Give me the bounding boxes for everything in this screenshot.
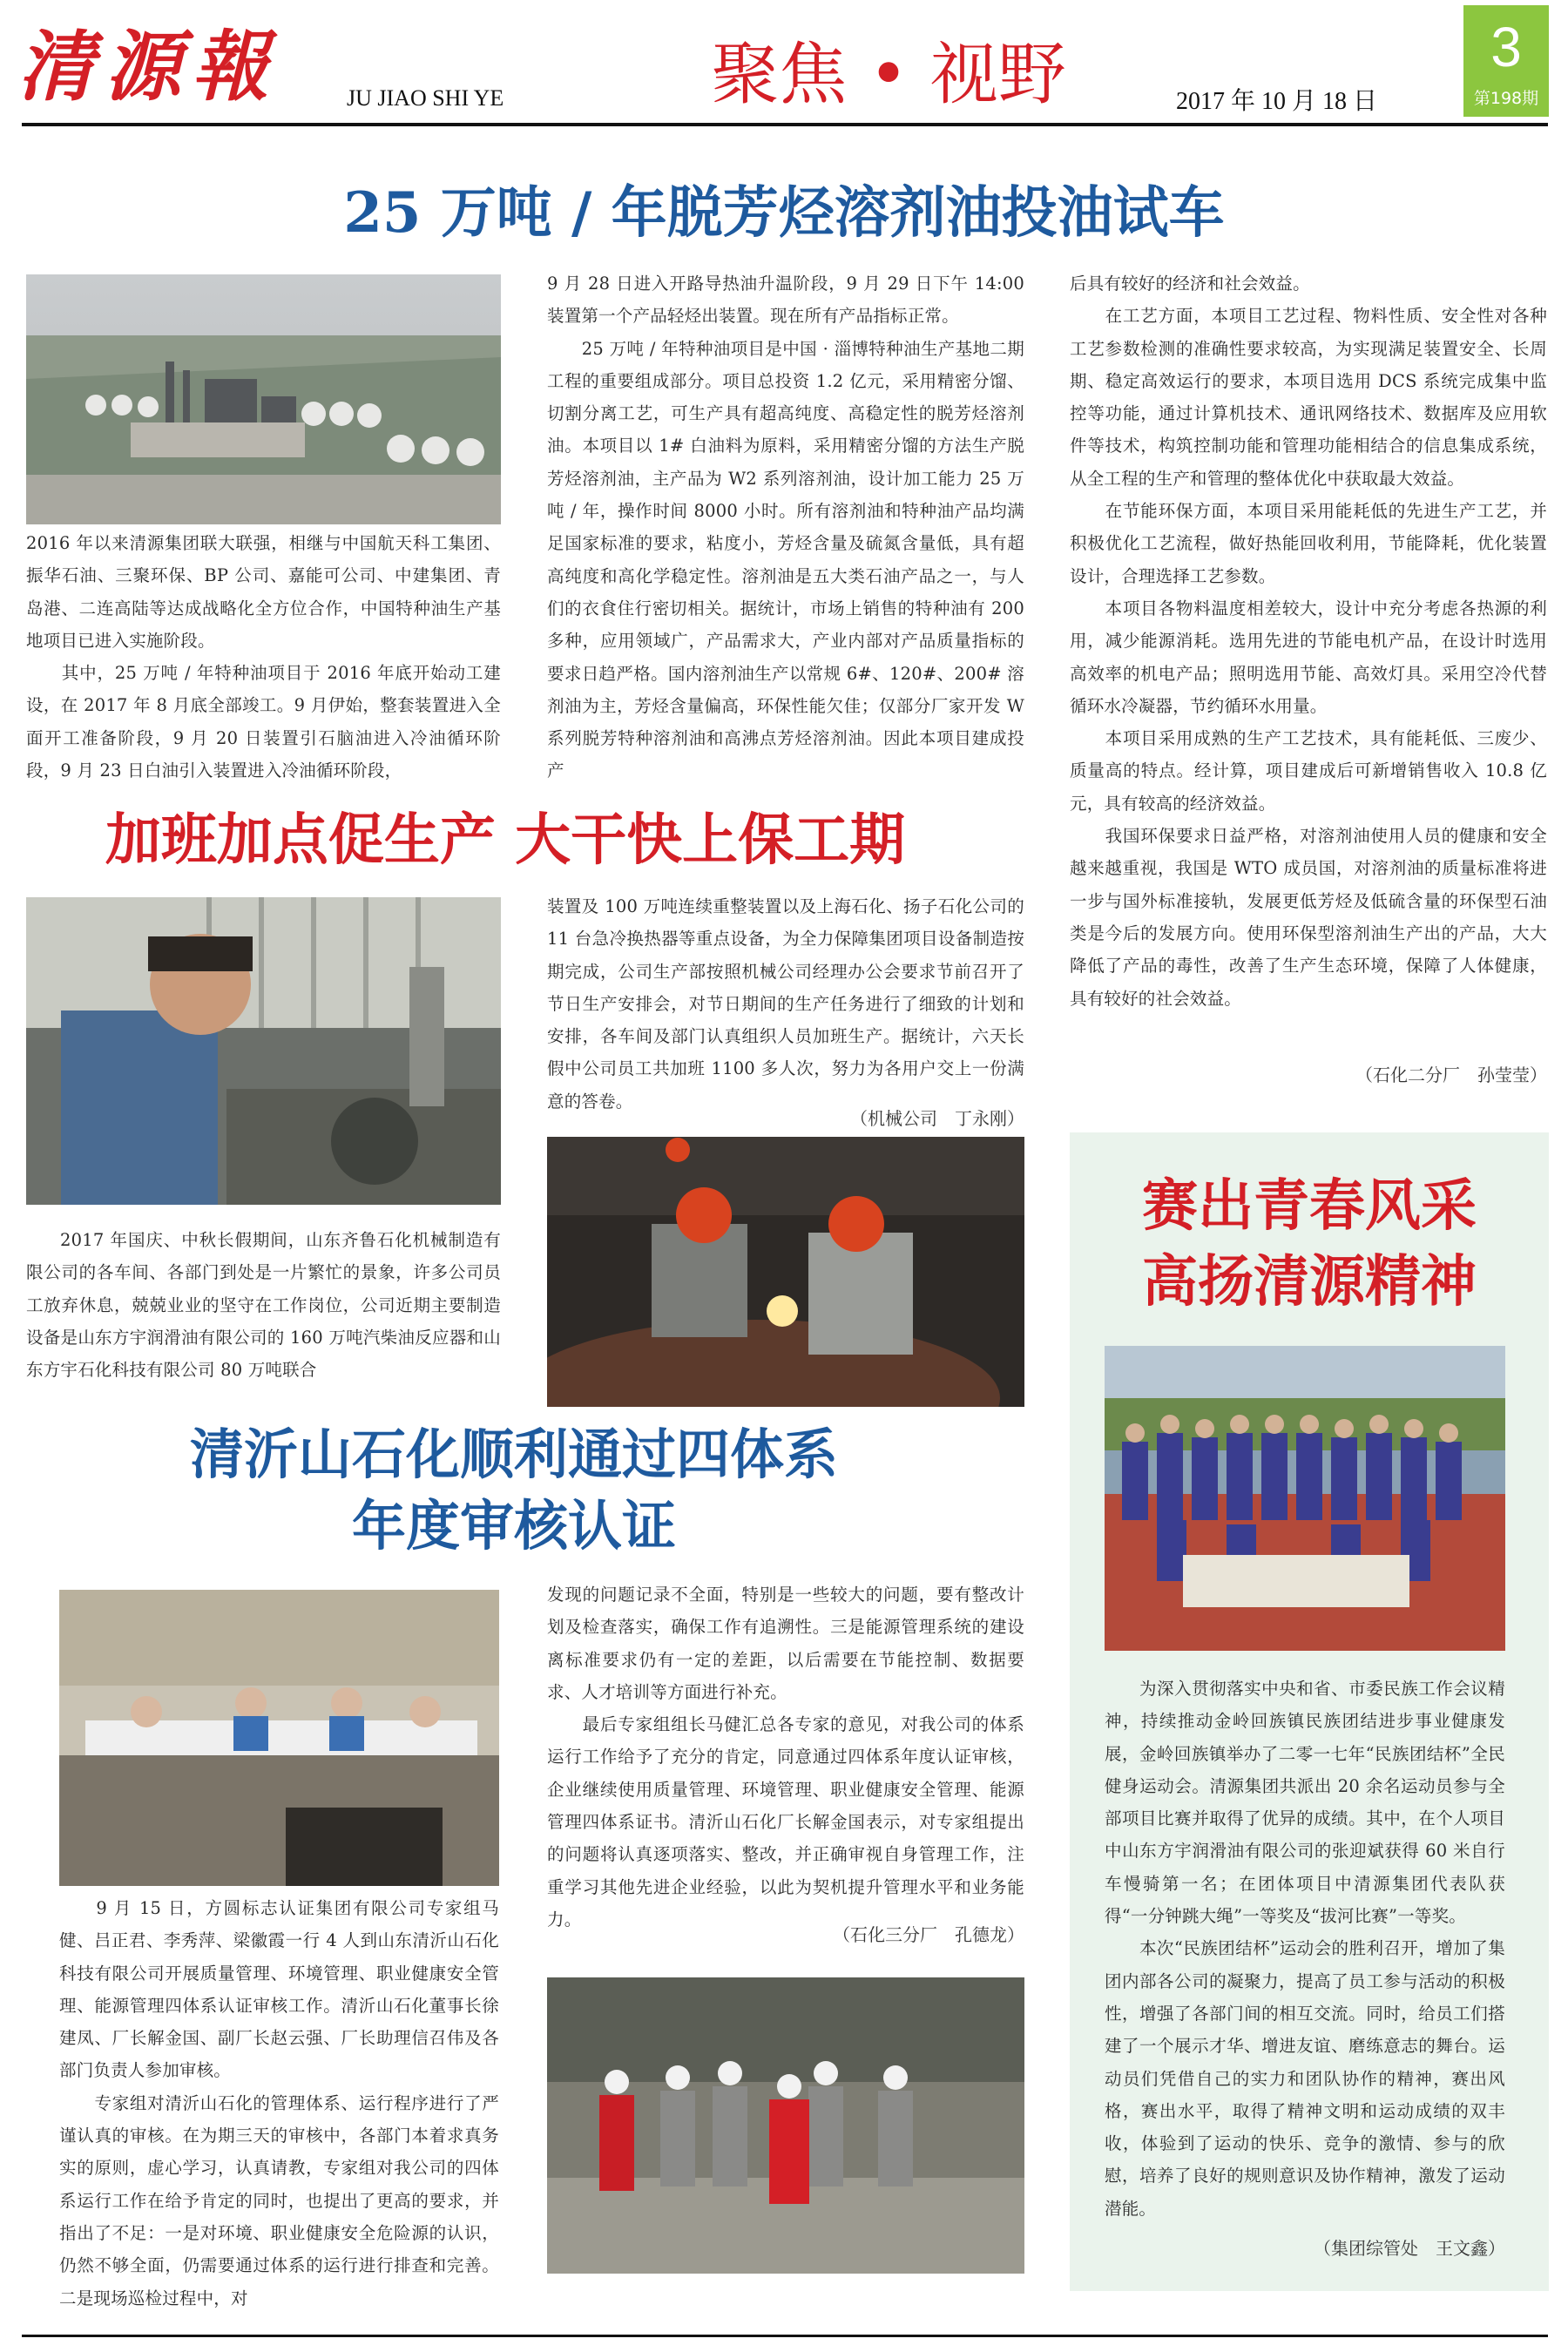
article1-column-2: 9 月 28 日进入开路导热油升温阶段，9 月 29 日下午 14:00 装置第一个产品轻烃出装置。现在所有产品指标正常。 25 万吨 / 年特种油项目是中国 · 淄博特种油生产基地二期工程的重要组成部分。项目总投资 1.2 亿元，采用精密分馏、切割分离工艺，可生产具有超高纯度、高稳定性的脱芳烃溶剂油。本项目以 1# 白油料为原料，采用精密分馏的方法生产脱芳烃溶剂油，主产品为 W2 系列溶剂油，设计加工能力 25 万吨 / 年，操作时间 8000 小时。所有溶剂油和特种油产品均满足国家标准的要求，粘度小，芳烃含量及硫氮含量低，具有超高纯度和高化学稳定性。溶剂油是五大类石油产品之一，与人们的衣食住行密切相关。据统计，市场上销售的特种油有 200 多种，应用领域广，产品需求大，产业内部对产品质量指标的要求日趋严格。国内溶剂油生产以常规 6#、120#、200# 溶剂油为主，芳烃含量偏高，环保性能欠佳；仅部分厂家开发 W 系列脱芳特种溶剂油和高沸点芳烃溶剂油。因此本项目建成投产: [547, 274, 1024, 781]
article1-headline: 25 万吨 / 年脱芳烃溶剂油投油试车: [343, 180, 1225, 246]
masthead-logo: 清源報: [17, 21, 280, 112]
article4-headline-line1: 赛出青春风采: [1142, 1173, 1477, 1239]
site-inspection-photo: [547, 1977, 1024, 2274]
issue-number: 第198期: [1473, 89, 1539, 108]
footer-rule: [22, 2335, 1548, 2337]
article3-headline-line2: 年度审核认证: [351, 1494, 676, 1558]
article4-body: 为深入贯彻落实中央和省、市委民族工作会议精神，持续推动金岭回族镇民族团结进步事业健康发展，金岭回族镇举办了二零一七年“民族团结杯”全民健身运动会。清源集团共派出 20 余名运动员参与全部项目比赛并取得了优异的成绩。其中，在个人项目中山东方宇润滑油有限公司的张迎斌获得 60 米自行车慢骑第一名；在团体项目中清源集团代表队获得“一分钟跳大绳”一等奖及“拔河比赛”一等奖。 本次“民族团结杯”运动会的胜利召开，增加了集团内部各公司的凝聚力，提高了员工参与活动的积极性，增强了各部门间的相互交流。同时，给员工们搭建了一个展示才华、增进友谊、磨练意志的舞台。运动员们凭借自己的实力和团队协作的精神，赛出风格，赛出水平，取得了精神文明和运动成绩的双丰收，体验到了运动的快乐、竞争的激情、参与的欣慰，培养了良好的规则意识及协作精神，激发了运动潜能。: [1105, 1679, 1505, 2219]
refinery-aerial-photo: [26, 274, 501, 524]
audit-meeting-photo: [59, 1590, 499, 1886]
machinist-photo: [26, 897, 501, 1205]
article4-headline-line2: 高扬清源精神: [1142, 1249, 1477, 1315]
masthead-pinyin: JU JIAO SHI YE: [347, 85, 504, 111]
article1-byline: （石化二分厂 孙莹莹）: [1355, 1064, 1547, 1085]
section-title: 聚焦 • 视野: [711, 36, 1066, 114]
article2-headline: 加班加点促生产 大干快上保工期: [105, 808, 906, 873]
welders-photo: [547, 1137, 1024, 1407]
article2-column-2: 装置及 100 万吨连续重整装置以及上海石化、扬子石化公司的 11 台急冷换热器等重点设备，为全力保障集团项目设备制造按期完成，公司生产部按照机械公司经理办公会要求节前召开了节日生产安排会，对节日期间的生产任务进行了细致的计划和安排，各车间及部门认真组织人员加班生产。据统计，六天长假中公司员工共加班 1100 多人次，努力为各用户交上一份满意的答卷。: [547, 896, 1024, 1112]
masthead-rule: [22, 123, 1548, 126]
article3-headline-line1: 清沂山石化顺利通过四体系: [189, 1423, 838, 1486]
page-number: 3: [1490, 16, 1522, 78]
page-number-box: [1463, 5, 1549, 117]
article3-column-1: 9 月 15 日，方圆标志认证集团有限公司专家组马健、吕正君、李秀萍、梁徽霞一行 4 人到山东清沂山石化科技有限公司开展质量管理、环境管理、职业健康安全管理、能源管理四体系认证审核工作。清沂山石化董事长徐建凤、厂长解金国、副厂长赵云强、厂长助理信召伟及各部门负责人参加审核。 专家组对清沂山石化的管理体系、运行程序进行了严谨认真的审核。在为期三天的审核中，各部门本着求真务实的原则，虚心学习，认真请教，专家组对我公司的四体系运行工作在给予肯定的同时，也提出了更高的要求，并指出了不足：一是对环境、职业健康安全危险源的认识，仍然不够全面，仍需要通过体系的运行进行排查和完善。二是现场巡检过程中，对: [59, 1898, 499, 2308]
article2-byline: （机械公司 丁永刚）: [850, 1108, 1024, 1129]
article4-byline: （集团综管处 王文鑫）: [1314, 2238, 1505, 2259]
article3-byline: （石化三分厂 孔德龙）: [833, 1924, 1024, 1945]
article2-column-1: 2017 年国庆、中秋长假期间，山东齐鲁石化机械制造有限公司的各车间、各部门到处是一片繁忙的景象，许多公司员工放弃休息，兢兢业业的坚守在工作岗位，公司近期主要制造设备是山东方宇润滑油有限公司的 160 万吨汽柴油反应器和山东方宇石化科技有限公司 80 万吨联合: [26, 1230, 501, 1381]
article3-column-2: 发现的问题记录不全面，特别是一些较大的问题，要有整改计划及检查落实，确保工作有追溯性。三是能源管理系统的建设离标准要求仍有一定的差距，以后需要在节能控制、数据要求、人才培训等方面进行补充。 最后专家组组长马健汇总各专家的意见，对我公司的体系运行工作给予了充分的肯定，同意通过四体系年度认证审核，企业继续使用质量管理、环境管理、职业健康安全管理、能源管理四体系证书。清沂山石化厂长解金国表示，对专家组提出的问题将认真逐项落实、整改，并正确审视自身管理工作，注重学习其他先进企业经验，以此为契机提升管理水平和业务能力。: [547, 1585, 1024, 1930]
article1-column-3: 后具有较好的经济和社会效益。 在工艺方面，本项目工艺过程、物料性质、安全性对各种工艺参数检测的准确性要求较高，为实现满足装置安全、长周期、稳定高效运行的要求，本项目选用 DCS 系统完成集中监控等功能，通过计算机技术、通讯网络技术、数据库及应用软件等技术，构筑控制功能和管理功能相结合的信息集成系统，从全工程的生产和管理的整体优化中获取最大效益。 在节能环保方面，本项目采用能耗低的先进生产工艺，并积极优化工艺流程，做好热能回收利用，节能降耗，优化装置设计，合理选择工艺参数。 本项目各物料温度相差较大，设计中充分考虑各热源的利用，减少能源消耗。选用先进的节能电机产品，在设计时选用高效率的机电产品；照明选用节能、高效灯具。采用空冷代替循环水冷凝器，节约循环水用量。 本项目采用成熟的生产工艺技术，具有能耗低、三废少、质量高的特点。经计算，项目建成后可新增销售收入 10.8 亿元，具有较高的经济效益。 我国环保要求日益严格，对溶剂油使用人员的健康和安全越来越重视，我国是 WTO 成员国，对溶剂油的质量标准将进一步与国外标准接轨，发展更低芳烃及低硫含量的环保型石油类是今后的发展方向。使用环保型溶剂油生产出的产品，大大降低了产品的毒性，改善了生产生态环境，保障了人体健康，具有较好的社会效益。: [1070, 274, 1547, 1009]
sports-team-photo: [1105, 1346, 1505, 1651]
article1-column-1: 2016 年以来清源集团联大联强，相继与中国航天科工集团、振华石油、三聚环保、BP 公司、嘉能可公司、中建集团、青岛港、二连高陆等达成战略化全方位合作，中国特种油生产基地项目已进入实施阶段。 其中，25 万吨 / 年特种油项目于 2016 年底开始动工建设，在 2017 年 8 月底全部竣工。9 月伊始，整套装置进入全面开工准备阶段，9 月 20 日装置引石脑油进入冷油循环阶段，9 月 23 日白油引入装置进入冷油循环阶段，: [26, 533, 501, 781]
issue-date: 2017 年 10 月 18 日: [1176, 88, 1378, 115]
